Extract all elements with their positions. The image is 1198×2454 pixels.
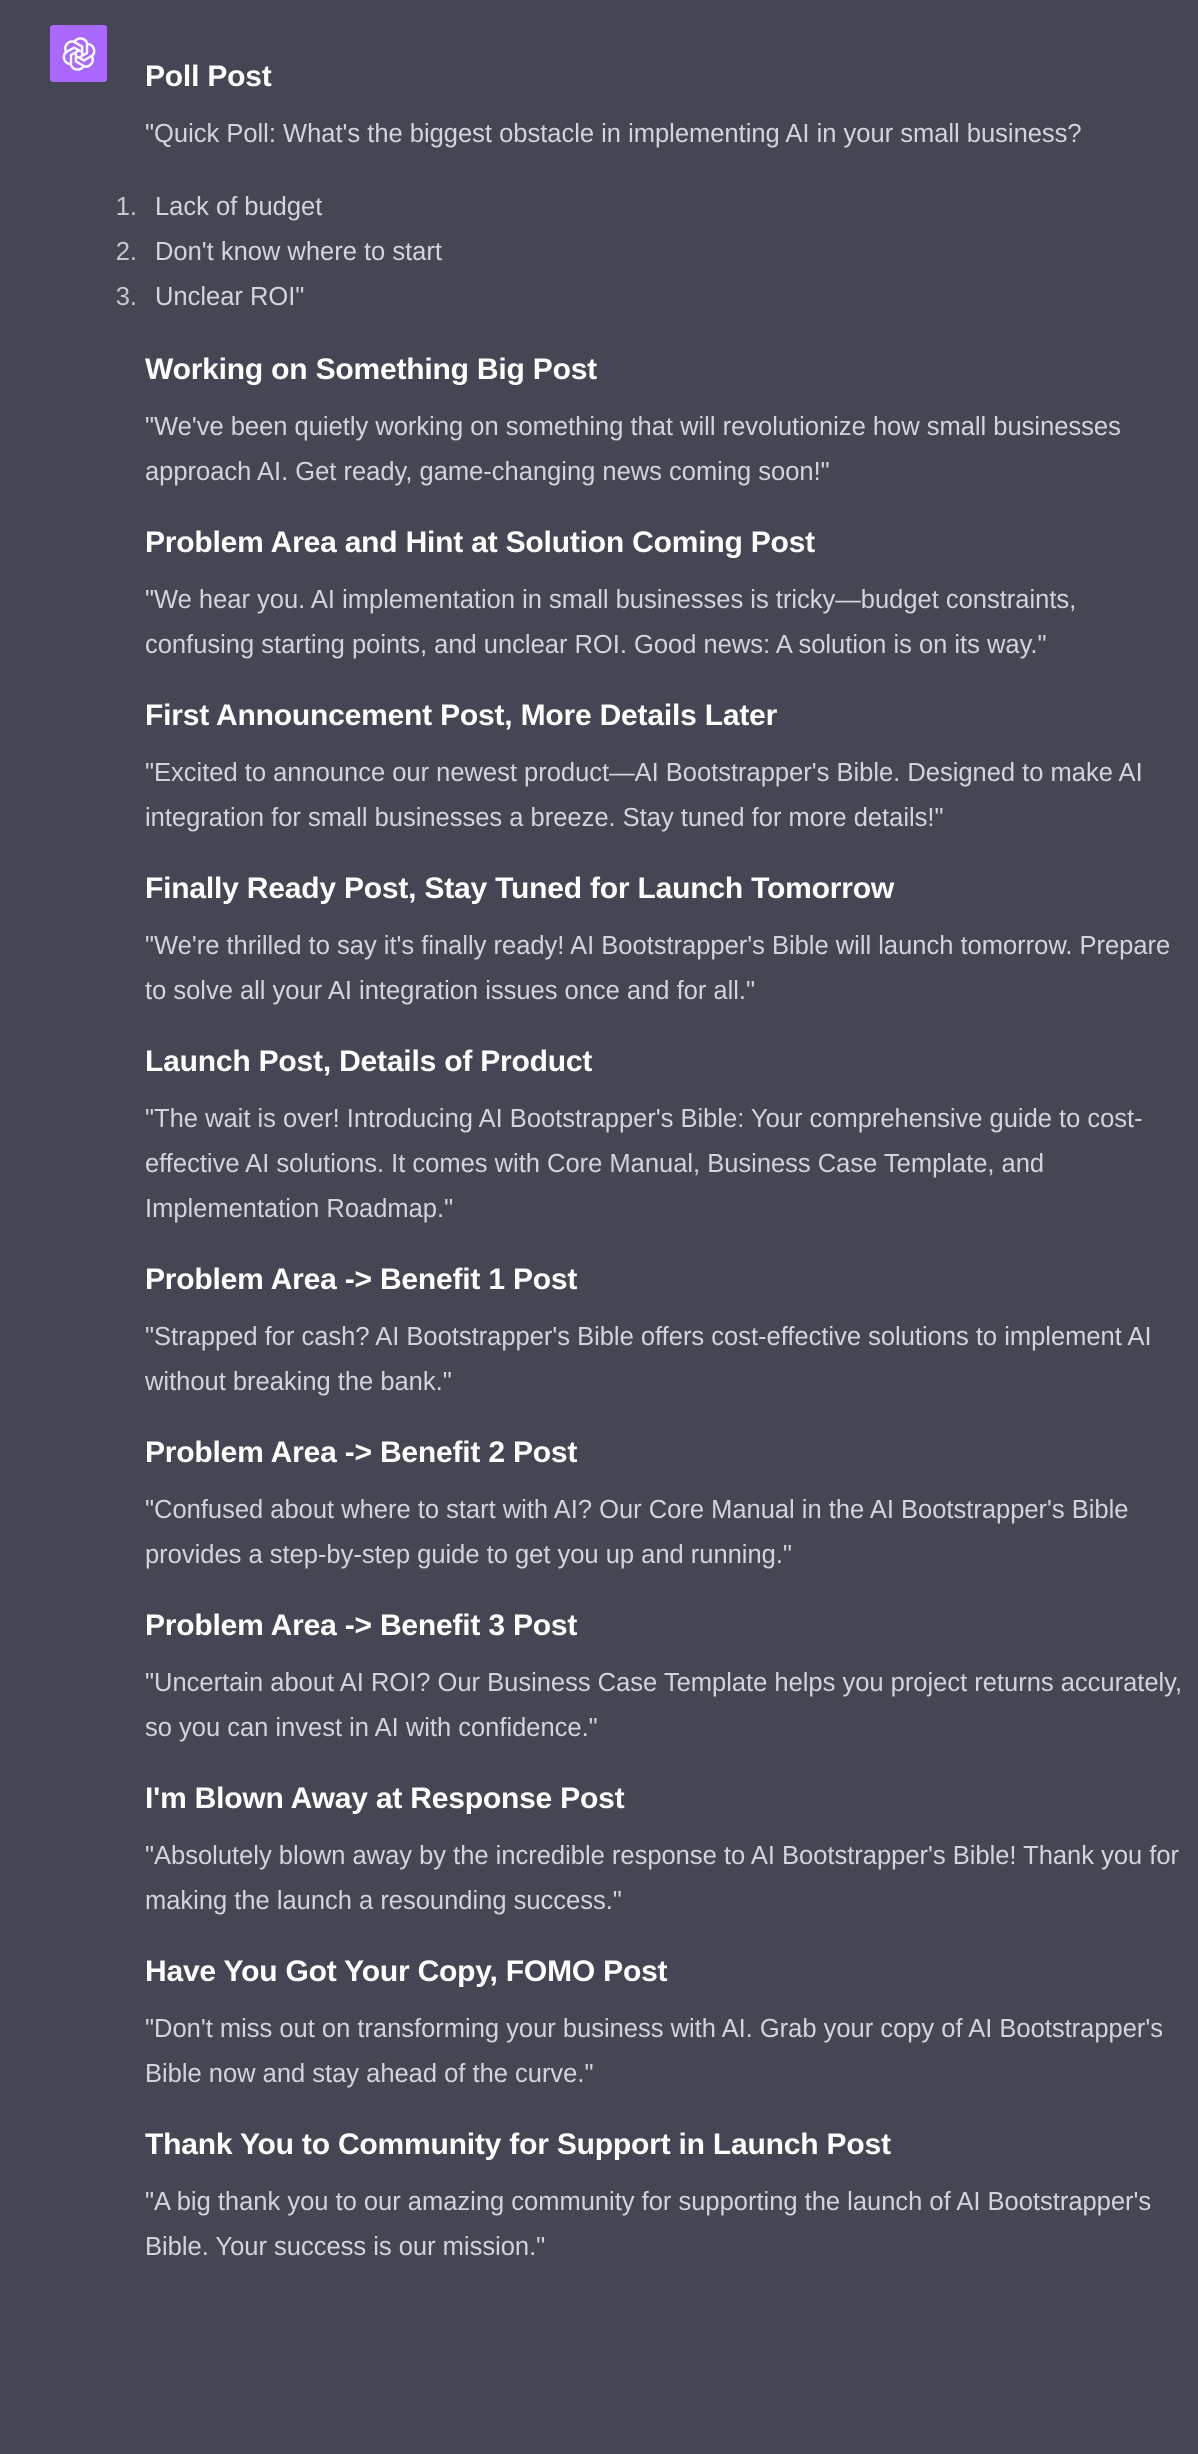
openai-logo-icon <box>59 34 99 74</box>
list-item <box>115 230 1185 275</box>
post-body: "Confused about where to start with AI? Our Core Manual in the AI Bootstrapper's Bible provides a step-by-step guide to get you up and running." <box>145 1496 1129 1569</box>
poll-question: "Quick Poll: What's the biggest obstacle in implementing AI in your small business? <box>145 120 1082 148</box>
assistant-avatar <box>50 25 107 82</box>
post-body: "We're thrilled to say it's finally ready! AI Bootstrapper's Bible will launch tomorrow. Prepare to solve all your AI integration issues once and for all." <box>145 932 1171 1005</box>
assistant-message <box>115 52 1185 2293</box>
section-heading: Problem Area -> Benefit 2 Post <box>145 1436 578 1469</box>
section-heading: Problem Area -> Benefit 1 Post <box>145 1263 578 1296</box>
post-body: "Strapped for cash? AI Bootstrapper's Bible offers cost-effective solutions to implement AI without breaking the bank." <box>145 1323 1152 1396</box>
post-body: "Uncertain about AI ROI? Our Business Case Template helps you project returns accurately, so you can invest in AI with confidence." <box>145 1669 1183 1742</box>
poll-options-list <box>115 185 1185 320</box>
list-item-text: Don't know where to start <box>155 238 442 266</box>
post-section <box>145 691 1185 841</box>
section-heading: Poll Post <box>145 60 272 93</box>
post-section <box>145 1037 1185 1232</box>
post-body: "A big thank you to our amazing community for supporting the launch of AI Bootstrapper's Bible. Your success is our mission." <box>145 2188 1152 2261</box>
list-item-text: Lack of budget <box>155 193 323 221</box>
post-body: "Absolutely blown away by the incredible response to AI Bootstrapper's Bible! Thank you for making the launch a resounding success." <box>145 1842 1180 1915</box>
section-heading: Working on Something Big Post <box>145 353 597 386</box>
post-body: "We hear you. AI implementation in small businesses is tricky—budget constraints, confusing starting points, and unclear ROI. Good news: A solution is on its way." <box>145 586 1077 659</box>
post-section <box>145 864 1185 1014</box>
list-item-text: Unclear ROI" <box>155 283 305 311</box>
poll-section <box>115 52 1185 320</box>
section-heading: I'm Blown Away at Response Post <box>145 1782 625 1815</box>
section-heading: First Announcement Post, More Details Later <box>145 699 778 732</box>
post-body: "We've been quietly working on something that will revolutionize how small businesses approach AI. Get ready, game-changing news coming soon!" <box>145 413 1121 486</box>
list-item <box>115 185 1185 230</box>
list-number: 1. <box>115 193 137 221</box>
list-item <box>115 275 1185 320</box>
section-heading: Finally Ready Post, Stay Tuned for Launch Tomorrow <box>145 872 894 905</box>
post-body: "Don't miss out on transforming your business with AI. Grab your copy of AI Bootstrapper's Bible now and stay ahead of the curve." <box>145 2015 1164 2088</box>
list-number: 3. <box>115 283 137 311</box>
section-heading: Thank You to Community for Support in Launch Post <box>145 2128 891 2161</box>
section-heading: Launch Post, Details of Product <box>145 1045 593 1078</box>
post-section <box>145 518 1185 668</box>
section-heading: Problem Area and Hint at Solution Coming Post <box>145 526 815 559</box>
post-body: "The wait is over! Introducing AI Bootstrapper's Bible: Your comprehensive guide to cost-effective AI solutions. It comes with Core Manual, Business Case Template, and Implementation Roadmap." <box>145 1105 1143 1223</box>
post-section <box>145 1601 1185 1751</box>
post-body: "Excited to announce our newest product—AI Bootstrapper's Bible. Designed to make AI integration for small businesses a breeze. Stay tuned for more details!" <box>145 759 1143 832</box>
post-section <box>145 1428 1185 1578</box>
list-number: 2. <box>115 238 137 266</box>
post-section <box>145 1255 1185 1405</box>
section-heading: Have You Got Your Copy, FOMO Post <box>145 1955 668 1988</box>
post-section <box>145 345 1185 495</box>
post-section <box>145 2120 1185 2270</box>
post-section <box>145 1774 1185 1924</box>
post-section <box>145 1947 1185 2097</box>
section-heading: Problem Area -> Benefit 3 Post <box>145 1609 578 1642</box>
